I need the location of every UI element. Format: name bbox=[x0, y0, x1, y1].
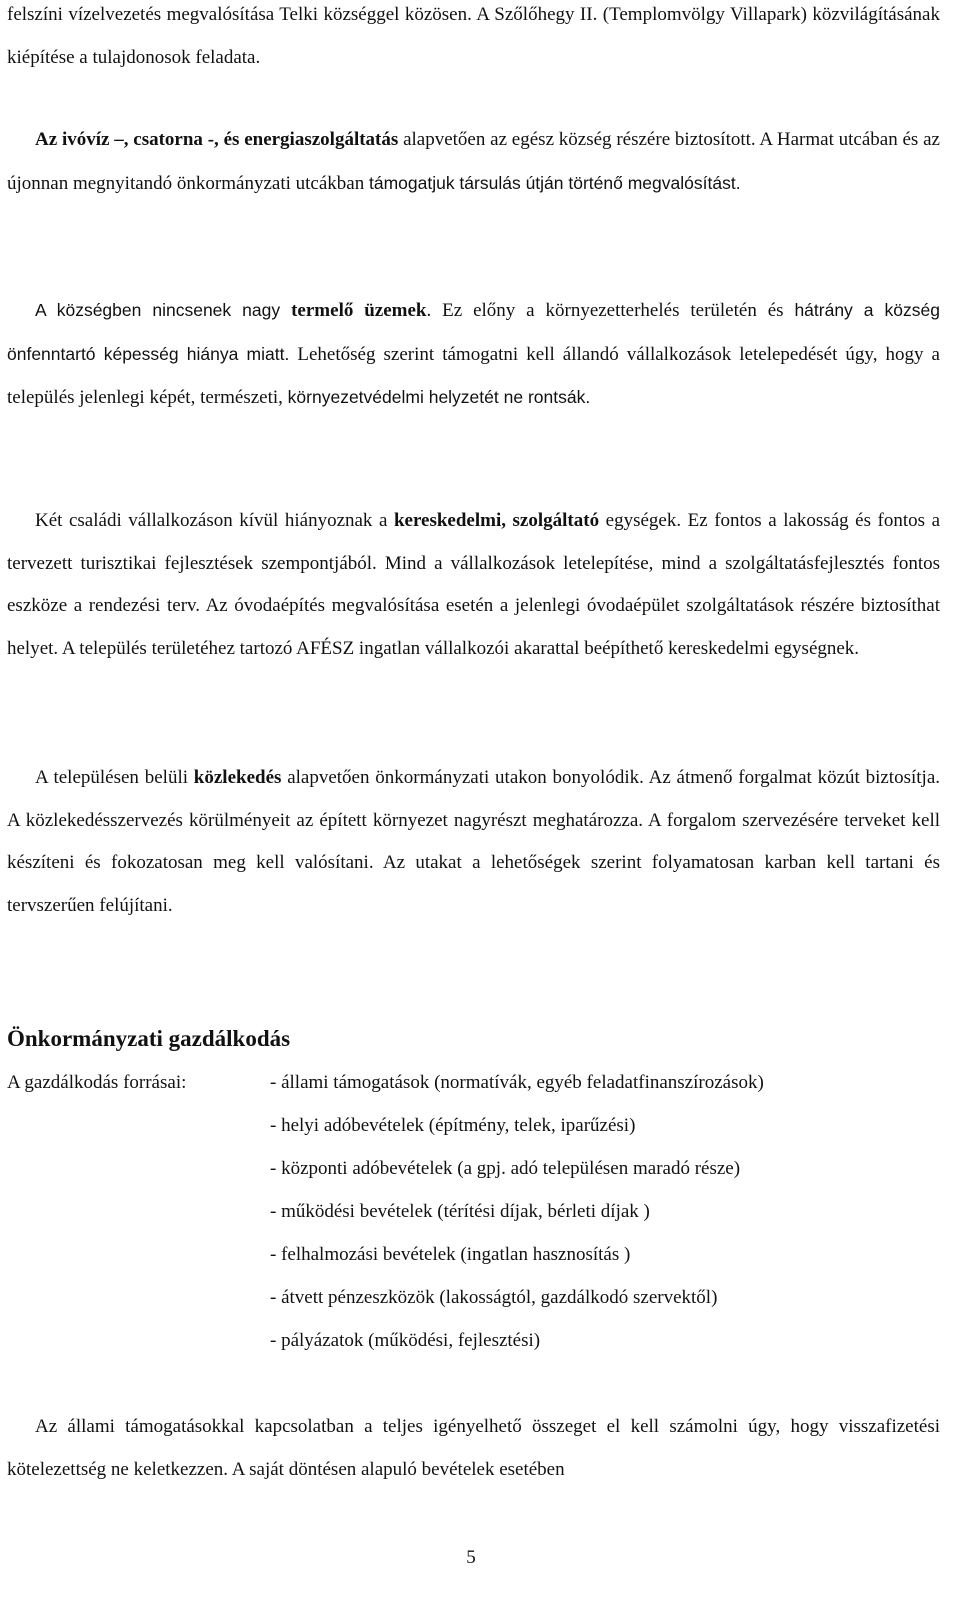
paragraph-text-sans: környezetvédelmi helyzetét ne rontsák. bbox=[287, 387, 591, 407]
funding-sources-list bbox=[270, 1062, 764, 1363]
paragraph-utilities bbox=[7, 119, 940, 205]
paragraph-text-sans: A községben nincsenek nagy bbox=[35, 300, 292, 320]
paragraph-text: Az állami támogatásokkal kapcsolatban a teljes igényelhető összeget el kell számolni úgy, hogy visszafizetési kötelezettség ne keletkezzen. A saját döntésen alapuló bevételek esetében bbox=[7, 1416, 940, 1480]
funding-sources-label: A gazdálkodás forrásai: bbox=[7, 1072, 187, 1093]
list-item: - helyi adóbevételek (építmény, telek, iparűzési) bbox=[270, 1115, 636, 1136]
list-item: - felhalmozási bevételek (ingatlan hasznosítás ) bbox=[270, 1244, 631, 1265]
bold-term-utilities: Az ivóvíz –, csatorna -, és energiaszolgáltatás bbox=[35, 129, 399, 150]
paragraph-text-sans: hátrány a község önfenntartó képesség hiánya miatt. bbox=[7, 300, 940, 364]
section-heading: Önkormányzati gazdálkodás bbox=[7, 1026, 291, 1051]
list-item: - működési bevételek (térítési díjak, bérleti díjak ) bbox=[270, 1201, 650, 1222]
paragraph-public-utilities-intro bbox=[7, 0, 940, 79]
list-item: - állami támogatások (normatívák, egyéb feladatfinanszírozások) bbox=[270, 1072, 764, 1093]
paragraph-text: alapvetően önkormányzati utakon bonyolódik. Az átmenő forgalmat közút biztosítja. A közlekedésszervezés körülményeit az épített környezet nagyrészt meghatározza. A forgalom szervezésére terveket kell készíteni és fokozatosan meg kell valósítani. Az utakat a lehetőségek szerint folyamatosan karban kell tartani és tervszerűen felújítani. bbox=[7, 767, 940, 916]
paragraph-commerce bbox=[7, 500, 940, 670]
paragraph-text: egységek. Ez fontos a lakosság és fontos a tervezett turisztikai fejlesztések szempontjából. Mind a vállalkozások letelepítése, mind a szolgáltatásfejlesztés fontos eszköze a rendezési terv. Az óvodaépítés megvalósítása esetén a jelenlegi óvodaépület szolgáltatások részére biztosíthat helyet. A település területéhez tartozó AFÉSZ ingatlan vállalkozói akarattal beépíthető kereskedelmi egységnek. bbox=[7, 510, 941, 659]
paragraph-text: Lehetőség szerint támogatni kell állandó vállalkozások letelepedését úgy, hogy a település jelenlegi képét, természeti, bbox=[7, 343, 940, 408]
bold-term-commerce: kereskedelmi, szolgáltató bbox=[393, 510, 600, 531]
list-item: - pályázatok (működési, fejlesztési) bbox=[270, 1330, 541, 1351]
paragraph-text: . Ez előny a környezetterhelés területén és bbox=[426, 300, 795, 321]
paragraph-state-subsidies bbox=[7, 1406, 940, 1491]
list-item: - központi adóbevételek (a gpj. adó településen maradó része) bbox=[270, 1158, 741, 1179]
paragraph-transport bbox=[7, 757, 940, 927]
paragraph-text: felszíni vízelvezetés megvalósítása Telki községgel közösen. A Szőlőhegy II. (Templomvölgy Villapark) közvilágításának kiépítése a tulajdonosok feladata. bbox=[7, 4, 940, 68]
paragraph-text: Két családi vállalkozáson kívül hiányoznak a bbox=[35, 510, 394, 531]
page-number: 5 bbox=[466, 1547, 476, 1568]
paragraph-text: alapvetően az egész község részére biztosított. A Harmat utcában és az újonnan megnyitandó önkormányzati utcákban bbox=[7, 129, 940, 194]
bold-term-industry: termelő üzemek bbox=[291, 300, 427, 321]
list-item: - átvett pénzeszközök (lakosságtól, gazdálkodó szervektől) bbox=[270, 1287, 718, 1308]
paragraph-text-sans: támogatjuk társulás útján történő megvalósítást. bbox=[368, 172, 741, 193]
paragraph-text: A településen belüli bbox=[35, 767, 194, 788]
paragraph-industry bbox=[7, 289, 940, 420]
bold-term-transport: közlekedés bbox=[193, 767, 282, 788]
